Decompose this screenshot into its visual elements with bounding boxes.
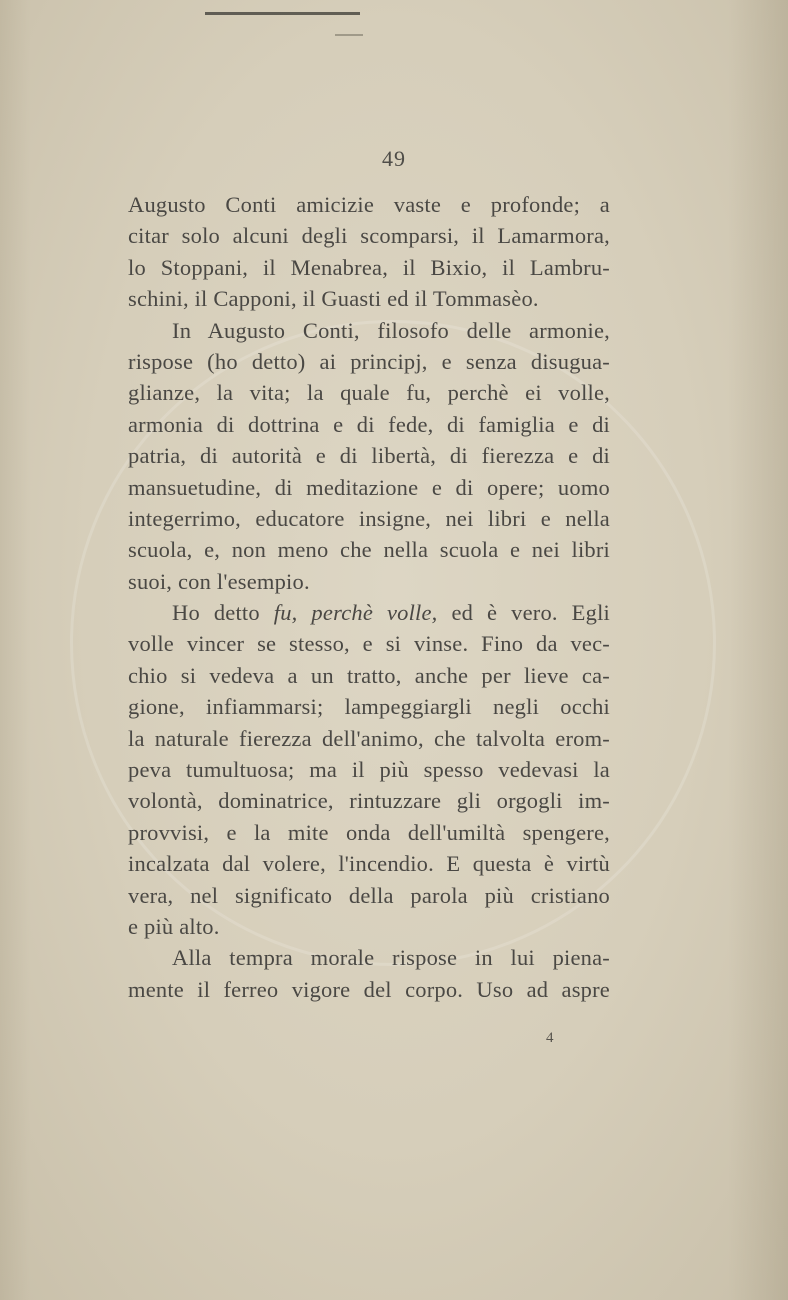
binding-mark bbox=[205, 12, 360, 15]
text-line: glianze, la vita; la quale fu, perchè ei volle, bbox=[128, 380, 610, 406]
text-segment: ed è vero. Egli bbox=[437, 600, 610, 626]
binding-mark-small bbox=[335, 34, 363, 36]
text-line: suoi, con l'esempio. bbox=[128, 568, 310, 594]
body-text bbox=[128, 189, 610, 1005]
page-edge-shadow-left bbox=[0, 0, 30, 1300]
text-line: incalzata dal volere, l'incendio. E questa è virtù bbox=[128, 851, 610, 877]
page-number: 49 bbox=[382, 146, 406, 171]
text-line: rispose (ho detto) ai principj, e senza disugua- bbox=[128, 348, 610, 374]
italic-text-segment: fu, perchè volle, bbox=[273, 600, 438, 626]
text-line: mansuetudine, di meditazione e di opere; uomo bbox=[128, 474, 610, 500]
text-line: mente il ferreo vigore del corpo. Uso ad aspre bbox=[128, 976, 610, 1002]
text-line: citar solo alcuni degli scomparsi, il Lamarmora, bbox=[128, 223, 610, 249]
text-line: armonia di dottrina e di fede, di famiglia e di bbox=[128, 411, 610, 437]
text-line: la naturale fierezza dell'animo, che talvolta erom- bbox=[128, 725, 610, 751]
signature-mark: 4 bbox=[546, 1030, 554, 1046]
text-line: schini, il Capponi, il Guasti ed il Tommasèo. bbox=[128, 286, 539, 312]
text-line: peva tumultuosa; ma il più spesso vedevasi la bbox=[128, 757, 610, 783]
text-line: volontà, dominatrice, rintuzzare gli orgogli im- bbox=[128, 788, 610, 814]
text-line: vera, nel significato della parola più cristiano bbox=[128, 882, 610, 908]
text-line: provvisi, e la mite onda dell'umiltà spengere, bbox=[128, 819, 610, 845]
text-line: gione, infiammarsi; lampeggiargli negli occhi bbox=[128, 694, 610, 720]
text-line: integerrimo, educatore insigne, nei libri e nella bbox=[128, 505, 610, 531]
text-line-with-italic bbox=[128, 597, 610, 628]
page-edge-shadow-right bbox=[728, 0, 788, 1300]
text-line: Augusto Conti amicizie vaste e profonde; a bbox=[128, 192, 610, 217]
text-line: Alla tempra morale rispose in lui piena- bbox=[172, 945, 610, 971]
text-segment: Ho detto bbox=[172, 600, 274, 626]
text-line: lo Stoppani, il Menabrea, il Bixio, il Lambru- bbox=[128, 254, 610, 280]
text-line: e più alto. bbox=[128, 913, 220, 939]
text-line: In Augusto Conti, filosofo delle armonie, bbox=[172, 317, 610, 343]
text-line: patria, di autorità e di libertà, di fierezza e di bbox=[128, 443, 610, 469]
text-line: chio si vedeva a un tratto, anche per lieve ca- bbox=[128, 662, 610, 688]
text-line: volle vincer se stesso, e si vinse. Fino da vec- bbox=[128, 631, 610, 657]
text-line: scuola, e, non meno che nella scuola e nei libri bbox=[128, 537, 610, 563]
